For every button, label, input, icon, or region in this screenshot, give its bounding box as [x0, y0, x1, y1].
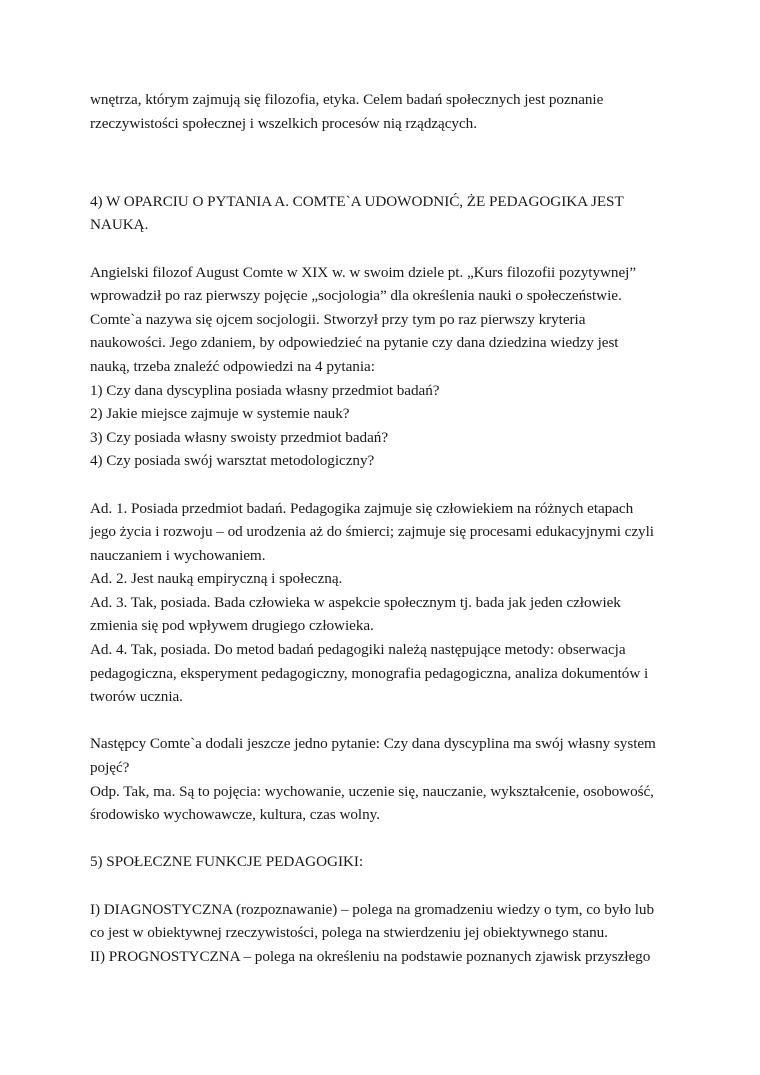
text-line: co jest w obiektywnej rzeczywistości, polega na stwierdzeniu jej obiektywnego stanu.	[90, 924, 608, 942]
text-line: Następcy Comte`a dodali jeszcze jedno pytanie: Czy dana dyscyplina ma swój własny system	[90, 735, 656, 753]
text-line: wnętrza, którym zajmują się filozofia, etyka. Celem badań społecznych jest poznanie	[90, 91, 604, 108]
section-5-heading: 5) SPOŁECZNE FUNKCJE PEDAGOGIKI:	[90, 853, 364, 871]
text-line: nauką, trzeba znaleźć odpowiedzi na 4 pytania:	[90, 357, 375, 375]
text-line: Comte`a nazywa się ojcem socjologii. Stworzył przy tym po raz pierwszy kryteria	[90, 310, 586, 328]
text-line: Odp. Tak, ma. Są to pojęcia: wychowanie, uczenie się, nauczanie, wykształcenie, osobowość,	[90, 782, 654, 800]
intro-paragraph	[90, 88, 670, 135]
document-page	[90, 88, 670, 968]
questions-list	[90, 379, 670, 473]
text-line: Ad. 1. Posiada przedmiot badań. Pedagogika zajmuje się człowiekiem na różnych etapach	[90, 499, 634, 517]
text-line: I) DIAGNOSTYCZNA (rozpoznawanie) – polega na gromadzeniu wiedzy o tym, co było lub	[90, 900, 655, 918]
text-line: naukowości. Jego zdaniem, by odpowiedzieć na pytanie czy dana dziedzina wiedzy jest	[90, 334, 619, 352]
list-item: 3) Czy posiada własny swoisty przedmiot badań?	[90, 428, 389, 446]
text-line: Ad. 3. Tak, posiada. Bada człowieka w aspekcie społecznym tj. bada jak jeden człowiek	[90, 593, 621, 611]
list-item: 1) Czy dana dyscyplina posiada własny przedmiot badań?	[90, 381, 440, 399]
text-line: zmienia się pod wpływem drugiego człowieka.	[90, 617, 374, 635]
text-line: II) PROGNOSTYCZNA – polega na określeniu na podstawie poznanych zjawisk przyszłego	[90, 947, 651, 965]
text-line: tworów ucznia.	[90, 688, 183, 706]
list-item: 2) Jakie miejsce zajmuje w systemie nauk?	[90, 405, 350, 423]
text-line: pedagogiczna, eksperyment pedagogiczny, monografia pedagogiczna, analiza dokumentów i	[90, 664, 649, 682]
followup-paragraph	[90, 732, 670, 826]
heading-line: NAUKĄ.	[90, 216, 149, 234]
text-line: pojęć?	[90, 759, 130, 777]
heading-line: 4) W OPARCIU O PYTANIA A. COMTE`A UDOWODNIĆ, ŻE PEDAGOGIKA JEST	[90, 192, 624, 210]
text-line: Ad. 4. Tak, posiada. Do metod badań pedagogiki należą następujące metody: obserwacja	[90, 641, 626, 659]
text-line: jego życia i rozwoju – od urodzenia aż do śmierci; zajmuje się procesami edukacyjnymi czyli	[90, 523, 654, 541]
functions-paragraph	[90, 898, 670, 969]
text-line: nauczaniem i wychowaniem.	[90, 546, 266, 564]
list-item: 4) Czy posiada swój warsztat metodologiczny?	[90, 452, 375, 470]
text-line: rzeczywistości społecznej i wszelkich procesów nią rządzących.	[90, 114, 477, 132]
text-line: wprowadził po raz pierwszy pojęcie „socjologia” dla określenia nauki o społeczeństwie.	[90, 287, 622, 305]
text-line: środowisko wychowawcze, kultura, czas wolny.	[90, 806, 380, 824]
section-4-heading	[90, 190, 670, 237]
answers-paragraph	[90, 497, 670, 709]
text-line: Ad. 2. Jest nauką empiryczną i społeczną.	[90, 570, 343, 588]
text-line: Angielski filozof August Comte w XIX w. w swoim dziele pt. „Kurs filozofii pozytywnej”	[90, 263, 637, 281]
comte-paragraph	[90, 261, 670, 379]
